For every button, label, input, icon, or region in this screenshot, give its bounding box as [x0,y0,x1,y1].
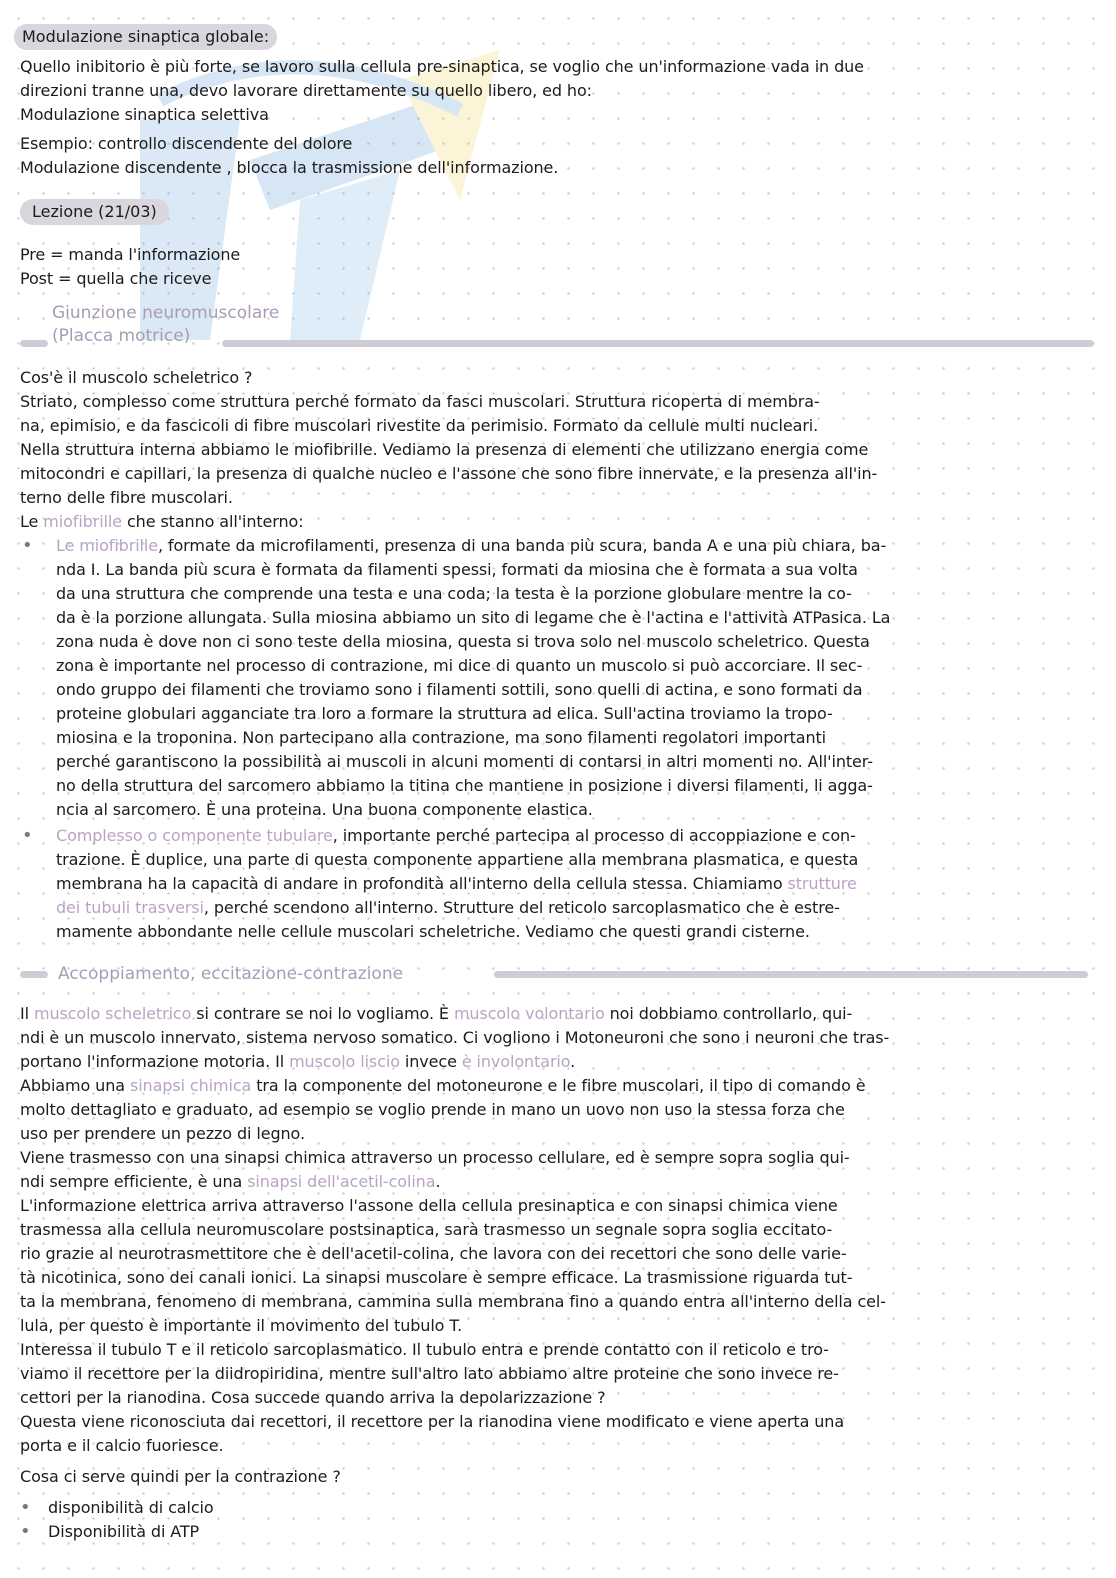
subheading-placca: (Placca motrice) [52,326,191,346]
text-line [20,1050,1096,1074]
text-line: nda I. La banda più scura è formata da filamenti spessi, formati da miosina che è formata a sua volta [56,560,858,579]
text-run: che stanno all'interno: [121,512,304,531]
text-run: si contrare se noi lo vogliamo. È [191,1004,454,1023]
text-line: Cosa ci serve quindi per la contrazione ? [20,1467,341,1486]
text-line [20,1074,1096,1098]
text-line: Cos'è il muscolo scheletrico ? [20,368,253,387]
text-line: mitocondri e capillari, la presenza di qualche nucleo e l'assone che sono fibre innervate, e la presenza all'in- [20,464,878,483]
text-line: no della struttura del sarcomero abbiamo la titina che mantiene in posizione i diversi filamenti, li agga- [56,776,873,795]
text-line: lula, per questo è importante il movimento del tubulo T. [20,1316,463,1335]
divider-right [494,971,1088,978]
bullet-marker: • [22,535,33,556]
highlight-term: miofibrille [43,512,122,531]
text-line: ndi è un muscolo innervato, sistema nervoso somatico. Ci vogliono i Motoneuroni che sono i neuroni che tras- [20,1028,890,1047]
text-line: Modulazione discendente , blocca la trasmissione dell'informazione. [20,158,559,177]
text-line: viamo il recettore per la diidropiridina, mentre sull'altro lato abbiamo altre proteine che sono invece re- [20,1364,839,1383]
highlight-term: muscolo scheletrico [33,1004,192,1023]
text-line: Viene trasmesso con una sinapsi chimica attraverso un processo cellulare, ed è sempre sopra soglia qui- [20,1148,850,1167]
text-line [56,534,1096,558]
text-line: zona è importante nel processo di contrazione, mi dice di quanto un muscolo si può accorciare. Il sec- [56,656,863,675]
text-line: ondo gruppo dei filamenti che troviamo sono i filamenti sottili, sono quelli di actina, e sono formati da [56,680,863,699]
text-run: membrana ha la capacità di andare in profondità all'interno della cellula stessa. Chiamiamo [56,874,788,893]
subheading-giunzione: Giunzione neuromuscolare [52,303,280,323]
text-line: molto dettagliato e graduato, ad esempio se voglio prende in mano un uovo non uso la stessa forza che [20,1100,845,1119]
text-run: ndi sempre efficiente, è una [20,1172,248,1191]
text-line: mamente abbondante nelle cellule muscolari scheletriche. Vediamo che questi grandi cisterne. [56,922,810,941]
text-run: , perché scendono all'interno. Strutture del reticolo sarcoplasmatico che è estre- [203,898,840,917]
text-line: tà nicotinica, sono dei canali ionici. La sinapsi muscolare è sempre efficace. La trasmissione riguarda tut- [20,1268,853,1287]
text-line: ncia al sarcomero. È una proteina. Una buona componente elastica. [56,800,593,819]
highlight-term: Le miofibrille [56,536,158,555]
text-run: Le [20,512,44,531]
text-line: na, epimisio, e da fascicoli di fibre muscolari rivestite da perimisio. Formato da cellule multi nucleari. [20,416,819,435]
text-line: porta e il calcio fuoriesce. [20,1436,224,1455]
text-line: Modulazione sinaptica selettiva [20,105,269,124]
divider-right [222,340,1094,347]
subheading-accoppiamento: Accoppiamento, eccitazione-contrazione [58,964,404,984]
text-line: miosina e la troponina. Non partecipano alla contrazione, ma sono filamenti regolatori importanti [56,728,827,747]
text-line: Interessa il tubulo T e il reticolo sarcoplasmatico. Il tubulo entra e prende contatto con il reticolo e tro- [20,1340,829,1359]
text-line: da è la porzione allungata. Sulla miosina abbiamo un sito di legame che è l'actina e l'attività ATPasica. La [56,608,891,627]
text-line: Quello inibitorio è più forte, se lavoro sulla cellula pre-sinaptica, se voglio che un'informazione vada in due [20,57,864,76]
text-run: . [570,1052,576,1071]
text-line: L'informazione elettrica arriva attraverso l'assone della cellula presinaptica e con sinapsi chimica viene [20,1196,838,1215]
text-line [20,1170,1096,1194]
text-line: Striato, complesso come struttura perché formato da fasci muscolari. Struttura ricoperta di membra- [20,392,820,411]
text-run: Il [20,1004,34,1023]
highlight-term: è involontario [461,1052,571,1071]
bullet-marker: • [22,825,33,846]
text-run: noi dobbiamo controllarlo, qui- [604,1004,853,1023]
text-line: uso per prendere un pezzo di legno. [20,1124,305,1143]
text-line: trazione. È duplice, una parte di questa componente appartiene alla membrana plasmatica, e questa [56,850,859,869]
text-line [56,824,1096,848]
list-item: Disponibilità di ATP [48,1522,200,1541]
highlight-term: dei tubuli trasversi [56,898,204,917]
text-run: invece [399,1052,462,1071]
text-line: Pre = manda l'informazione [20,245,241,264]
text-line: Esempio: controllo discendente del dolore [20,134,353,153]
text-line: rio grazie al neurotrasmettitore che è dell'acetil-colina, che lavora con dei recettori che sono delle varie- [20,1244,847,1263]
text-line: direzioni tranne una, devo lavorare direttamente su quello libero, ed ho: [20,81,592,100]
highlight-term: Complesso o componente tubulare [56,826,333,845]
text-line: Post = quella che riceve [20,269,212,288]
text-line: terno delle fibre muscolari. [20,488,233,507]
text-line: Questa viene riconosciuta dai recettori, il recettore per la rianodina viene modificato e viene aperta una [20,1412,845,1431]
text-line: da una struttura che comprende una testa e una coda; la testa è la porzione globulare mentre la co- [56,584,852,603]
text-line: zona nuda è dove non ci sono teste della miosina, questa si trova solo nel muscolo scheletrico. Questa [56,632,870,651]
text-line: trasmessa alla cellula neuromuscolare postsinaptica, sarà trasmesso un segnale sopra soglia eccitato- [20,1220,833,1239]
text-line [20,510,1096,534]
list-item: disponibilità di calcio [48,1498,214,1517]
section-title-modulazione: Modulazione sinaptica globale: [14,24,277,50]
highlight-term: muscolo volontario [453,1004,605,1023]
divider-left [20,971,48,978]
highlight-term: muscolo liscio [289,1052,400,1071]
text-run: . [435,1172,441,1191]
bullet-marker: • [20,1521,31,1542]
text-line [20,1002,1096,1026]
text-run: portano l'informazione motoria. Il [20,1052,290,1071]
text-run: , importante perché partecipa al processo di accoppiazione e con- [332,826,856,845]
highlight-term: strutture [787,874,857,893]
text-line: proteine globulari agganciate tra loro a formare la struttura ad elica. Sull'actina troviamo la tropo- [56,704,833,723]
text-run: tra la componente del motoneurone e le fibre muscolari, il tipo di comando è [251,1076,866,1095]
text-line [56,872,1096,896]
text-line: ta la membrana, fenomeno di membrana, cammina sulla membrana fino a quando entra all'interno della cel- [20,1292,886,1311]
text-line: perché garantiscono la possibilità ai muscoli in alcuni momenti di contarsi in altri momenti no. All'inter- [56,752,873,771]
highlight-term: sinapsi dell'acetil-colina [247,1172,436,1191]
lesson-badge: Lezione (21/03) [20,199,169,225]
text-line: cettori per la rianodina. Cosa succede quando arriva la depolarizzazione ? [20,1388,606,1407]
divider-left [20,340,48,347]
highlight-term: sinapsi chimica [129,1076,252,1095]
text-line [56,896,1096,920]
text-line: Nella struttura interna abbiamo le miofibrille. Vediamo la presenza di elementi che utilizzano energia come [20,440,869,459]
text-run: , formate da microfilamenti, presenza di una banda più scura, banda A e una più chiara, ba- [157,536,887,555]
bullet-marker: • [20,1497,31,1518]
text-run: Abbiamo una [20,1076,130,1095]
